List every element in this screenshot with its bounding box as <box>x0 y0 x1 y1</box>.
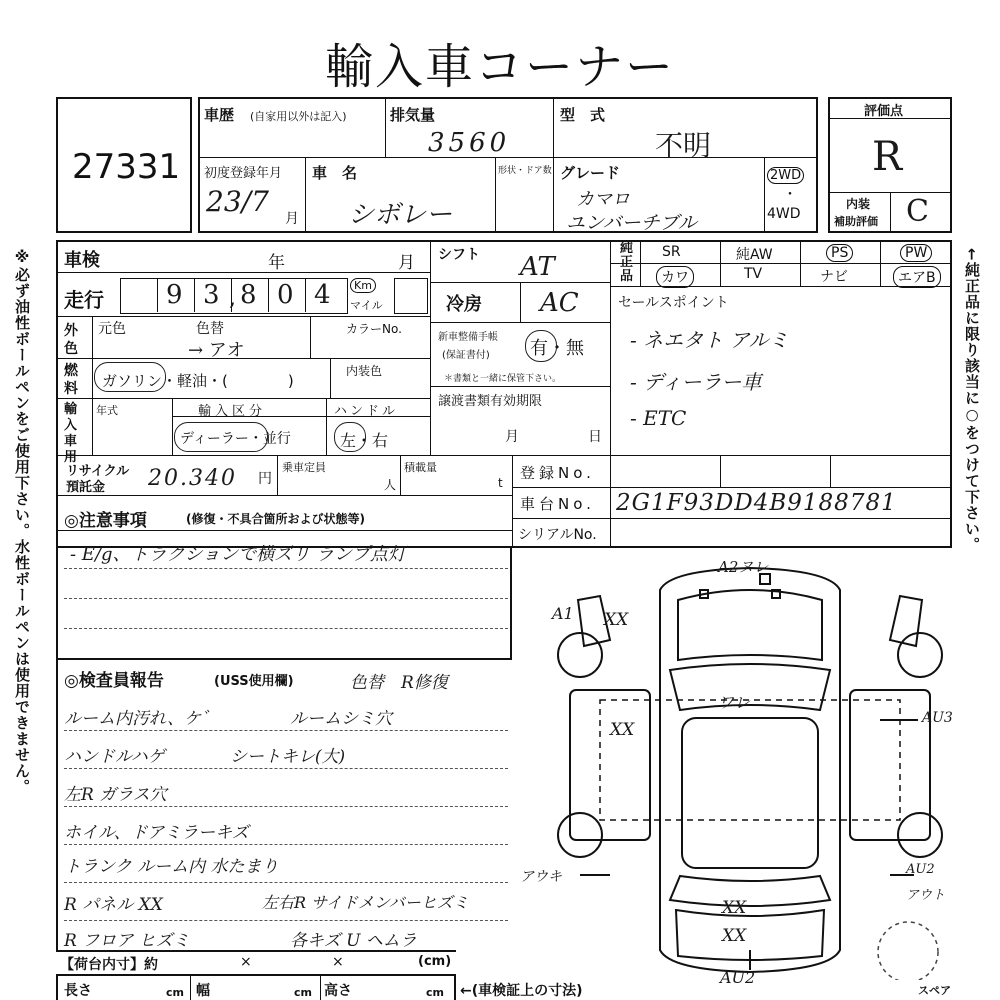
inspector-line-10: R フロア ヒズミ <box>64 931 190 951</box>
diagram-au2-right: AU2 <box>906 862 935 877</box>
mileage-digit-3: 8 <box>240 280 257 310</box>
first-reg-value: 23/7 <box>206 185 269 218</box>
option-airbag: エアB <box>893 266 941 288</box>
manual-note: ＊書類と一緒に保管下さい。 <box>444 374 562 384</box>
drive-dot: ・ <box>783 187 797 203</box>
model-label: 型 式 <box>560 106 606 124</box>
option-sr: SR <box>662 244 681 260</box>
notes-sub: (修復・不具合箇所および状態等) <box>186 512 365 526</box>
drive-4wd: 4WD <box>767 206 801 222</box>
shaken-year: 年 <box>268 253 285 273</box>
mileage-separator: , <box>229 286 236 311</box>
shaken-label: 車検 <box>64 250 100 271</box>
first-reg-month: 月 <box>285 211 299 227</box>
capacity-label: 乗車定員 <box>282 461 326 474</box>
mileage-label: 走行 <box>64 288 104 312</box>
grade-label: グレード <box>560 164 621 182</box>
cargo-label: 【荷台内寸】約 <box>60 957 158 973</box>
cargo-length-cm: cm <box>166 986 184 999</box>
interior-label-1: 内装 <box>846 197 871 211</box>
shift-label: シフト <box>438 247 480 263</box>
handle-label: ハンドル <box>334 404 399 419</box>
mileage-digit-1: 9 <box>166 280 183 310</box>
history-label: 車歴 <box>204 106 235 124</box>
capacity-unit: 人 <box>384 478 397 492</box>
car-name-value: シボレー <box>348 200 453 230</box>
recycle-value: 20.340 <box>148 466 237 491</box>
notes-label: ◎注意事項 <box>64 511 147 531</box>
score-value: R <box>872 134 903 180</box>
cargo-note: ←(車検証上の寸法) <box>460 983 583 999</box>
mileage-digit-5: 4 <box>314 280 331 310</box>
side-note-left: ※必ず油性ボールペンをご使用下さい。水性ボールペンは使用できません。 <box>13 248 31 795</box>
diagram-xx-bumper: XX <box>722 926 747 946</box>
inspector-line-3: ハンドルハゲ <box>64 747 165 767</box>
exterior-label: 外色 <box>64 323 78 357</box>
option-navi: ナビ <box>820 269 848 285</box>
grade-value-1: カマロ <box>576 189 630 210</box>
diagram-spare: スペア <box>918 984 951 997</box>
import-type-label: 輸入区分 <box>198 404 267 419</box>
option-ps: PS <box>826 244 853 262</box>
sales-point-1: - ネエタト アルミ <box>630 328 789 352</box>
diagram-roof: ワレ <box>718 693 751 712</box>
load-unit: t <box>498 476 503 490</box>
mileage-digit-2: 3 <box>203 280 220 310</box>
cargo-unit: (cm) <box>418 954 452 969</box>
repaint-value: → アオ <box>188 340 245 361</box>
diagram-xx-front: XX <box>604 610 629 630</box>
interior-label-2: 補助評価 <box>834 215 878 228</box>
cargo-times-2: × <box>332 954 344 970</box>
sales-points-label: セールスポイント <box>618 295 729 311</box>
color-no-label: カラーNo. <box>346 322 402 336</box>
diagram-xx-trunk: XX <box>722 898 747 918</box>
car-diagram <box>540 560 960 980</box>
drive-2wd: 2WD <box>767 167 804 184</box>
import-type-options: ディーラー・並行 <box>180 431 291 447</box>
diagram-au2-right-2: アウト <box>906 888 946 903</box>
transfer-day: 日 <box>588 429 602 445</box>
fuel-options: ガソリン・軽油・( ) <box>102 372 294 390</box>
load-label: 積載量 <box>404 461 437 474</box>
import-label: 輸入車用 <box>64 402 78 465</box>
original-color-label: 元色 <box>98 321 126 337</box>
recycle-label-1: リサイクル <box>66 464 130 479</box>
manual-label-2: (保証書付) <box>442 350 490 361</box>
model-value: 不明 <box>655 129 712 162</box>
genuine-label: 純正品 <box>620 241 634 284</box>
inspector-line-5: 左R ガラス穴 <box>64 785 167 805</box>
recycle-label-2: 預託金 <box>66 480 106 495</box>
ac-label: 冷房 <box>446 294 482 315</box>
option-leather: カワ <box>656 266 694 288</box>
displacement-label: 排気量 <box>390 106 436 124</box>
diagram-au2-bottom: AU2 <box>720 968 756 987</box>
chassis-value: 2G1F93DD4B9188781 <box>616 490 897 516</box>
ac-value: AC <box>540 288 579 318</box>
cargo-height-cm: cm <box>426 986 444 999</box>
shaken-month: 月 <box>398 253 415 273</box>
option-pw: PW <box>900 244 932 262</box>
diagram-a2: A2ヌレ <box>718 558 769 576</box>
inspector-line-8: R パネル XX <box>64 895 163 915</box>
handle-options: 左・右 <box>340 431 389 450</box>
car-name-label: 車 名 <box>312 164 358 182</box>
grade-value-2: ユンバーチブル <box>566 212 697 234</box>
displacement-value: 3560 <box>428 128 511 158</box>
reg-no-label: 登録No. <box>520 464 595 482</box>
option-aw: 純AW <box>736 247 773 263</box>
page-title: 輸入車コーナー <box>324 39 675 95</box>
inspector-line-4: シートキレ(大) <box>230 747 346 767</box>
interior-color-label: 内装色 <box>346 364 383 378</box>
score-label: 評価点 <box>864 104 904 119</box>
notes-line-1: - E/g、トラクションで横ズリ ランプ点灯 <box>70 544 406 565</box>
inspector-header-note: 色替 R修復 <box>350 673 448 693</box>
diagram-rear-left: アウキ <box>520 869 562 885</box>
inspector-line-7: トランク ルーム内 水たまり <box>64 857 279 877</box>
sales-point-2: - ディーラー車 <box>630 370 762 394</box>
first-reg-label: 初度登録年月 <box>204 166 283 181</box>
fuel-label: 燃料 <box>64 363 78 397</box>
transfer-label: 譲渡書類有効期限 <box>438 394 543 409</box>
transfer-month: 月 <box>505 429 519 445</box>
mile-label: マイル <box>350 299 383 312</box>
chassis-label: 車台No. <box>520 495 595 513</box>
manual-label-1: 新車整備手帳 <box>438 332 498 343</box>
inspector-label: ◎検査員報告 <box>64 671 164 691</box>
sales-point-3: - ETC <box>630 406 687 430</box>
cargo-times-1: × <box>240 954 252 970</box>
inspector-sub: (USS使用欄) <box>214 674 294 689</box>
cargo-width-cm: cm <box>294 986 312 999</box>
shift-value: AT <box>520 252 555 282</box>
interior-value: C <box>906 194 929 229</box>
serial-label: シリアルNo. <box>518 527 597 543</box>
cargo-length-label: 長さ <box>64 983 92 999</box>
diagram-a1: A1 <box>552 604 574 623</box>
manual-options: 有・無 <box>530 338 584 359</box>
lot-box <box>56 97 192 233</box>
option-tv: TV <box>744 266 763 282</box>
side-note-right: ←純正品に限り該当に○をつけて下さい。 <box>963 248 981 553</box>
history-note: (自家用以外は記入) <box>250 110 347 123</box>
recycle-unit: 円 <box>258 471 272 487</box>
shape-label: 形状・ドア数 <box>498 166 552 176</box>
repaint-label: 色替 <box>196 321 224 337</box>
import-year-label: 年式 <box>96 404 118 417</box>
diagram-xx-side: XX <box>610 720 635 740</box>
cargo-width-label: 幅 <box>196 983 210 999</box>
inspector-line-1: ルーム内汚れ、ケ゛ <box>64 709 219 729</box>
km-label: Km <box>350 278 376 293</box>
inspector-line-9: 左右R サイドメンバーヒズミ <box>262 893 469 912</box>
cargo-height-label: 高さ <box>324 983 352 999</box>
inspector-line-11: 各キズ U ヘムラ <box>290 931 417 951</box>
inspector-line-2: ルームシミ穴 <box>290 709 392 729</box>
lot-number: 27331 <box>72 147 181 187</box>
diagram-au3: AU3 <box>922 710 953 726</box>
mileage-digit-4: 0 <box>277 280 294 310</box>
inspector-line-6: ホイル、ドアミラーキズ <box>64 823 249 843</box>
